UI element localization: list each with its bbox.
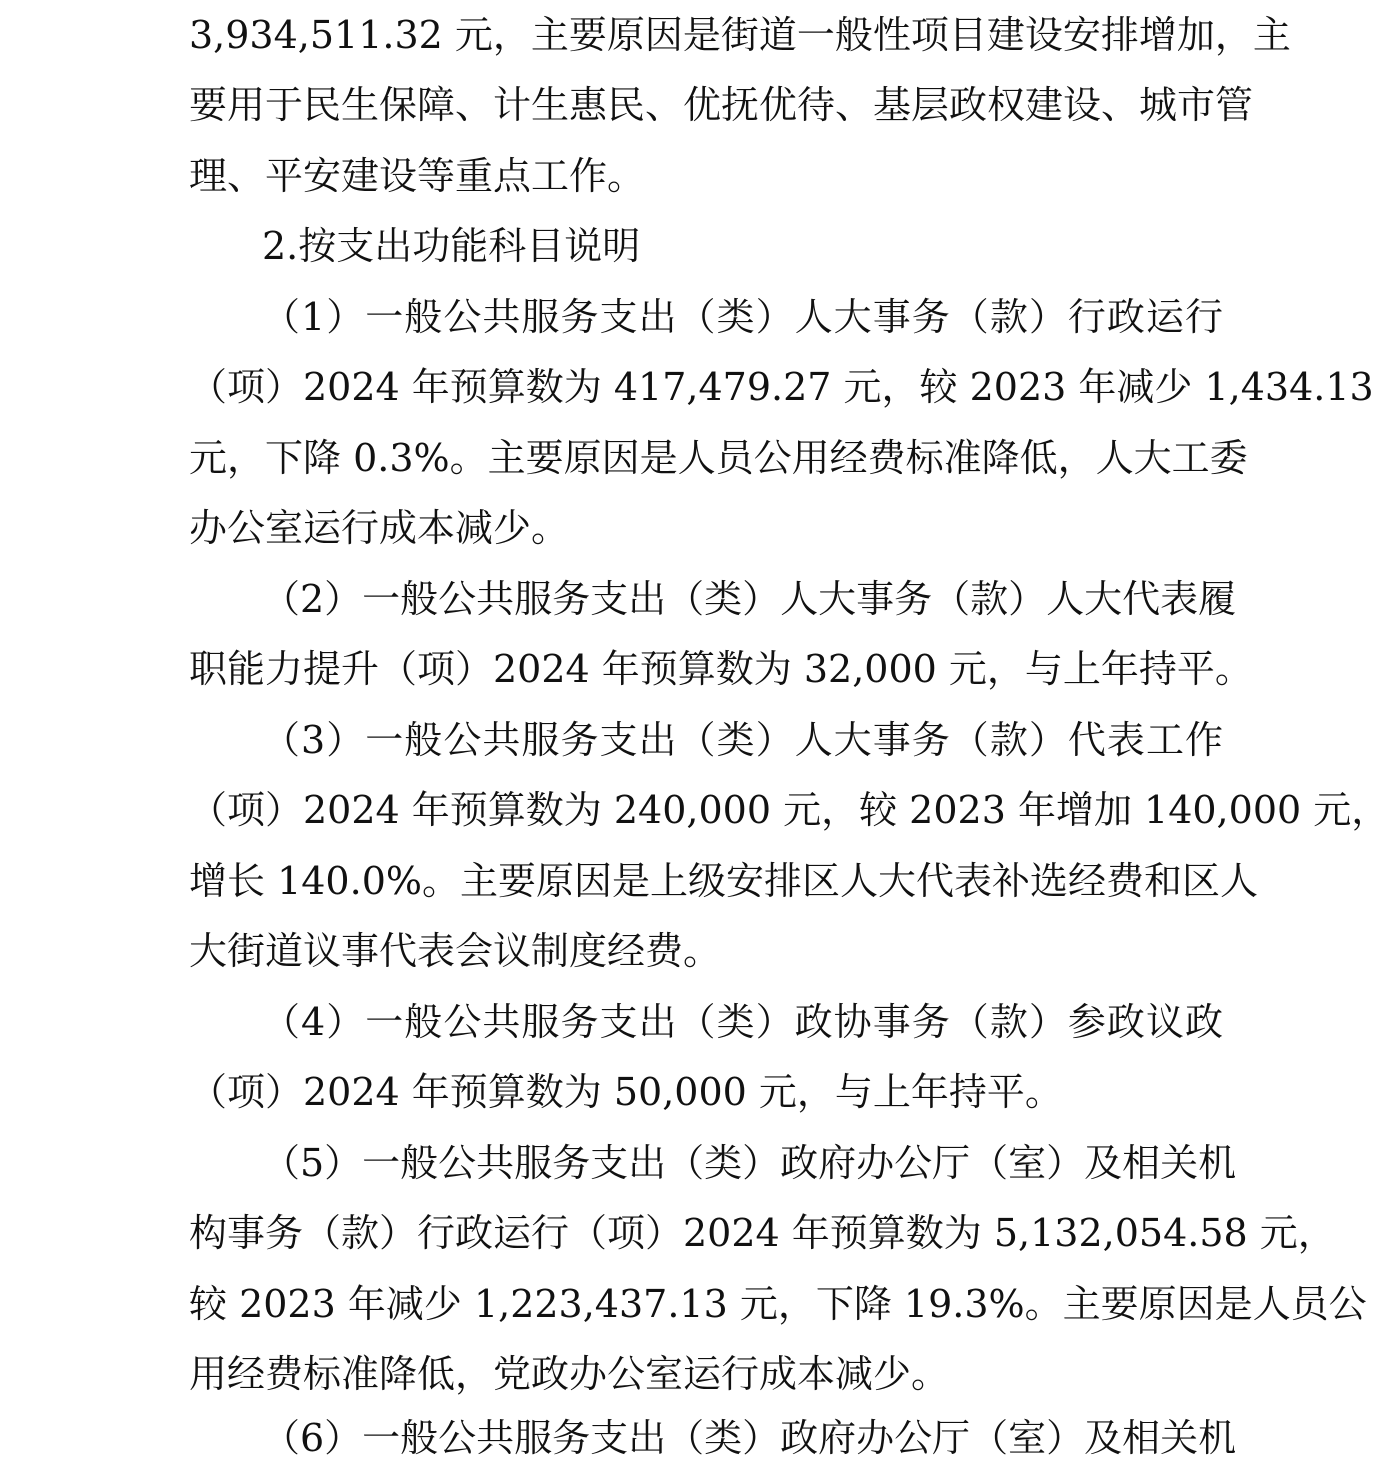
- text-line-1: 3,934,511.32 元，主要原因是街道一般性项目建设安排增加，主: [189, 13, 1291, 57]
- item-2-line-2: 职能力提升（项）2024 年预算数为 32,000 元，与上年持平。: [189, 647, 1253, 691]
- item-3-line-2: （项）2024 年预算数为 240,000 元，较 2023 年增加 140,000 元，: [189, 788, 1390, 832]
- item-2-line-1: （2）一般公共服务支出（类）人大事务（款）人大代表履: [262, 577, 1237, 621]
- item-4-line-1: （4）一般公共服务支出（类）政协事务（款）参政议政: [262, 1000, 1223, 1044]
- item-3-line-4: 大街道议事代表会议制度经费。: [189, 929, 722, 973]
- item-1-line-1: （1）一般公共服务支出（类）人大事务（款）行政运行: [262, 295, 1223, 339]
- item-5-line-2: 构事务（款）行政运行（项）2024 年预算数为 5,132,054.58 元，: [189, 1211, 1336, 1255]
- item-6-line-1: （6）一般公共服务支出（类）政府办公厅（室）及相关机: [262, 1416, 1237, 1460]
- item-5-line-3: 较 2023 年减少 1,223,437.13 元，下降 19.3%。主要原因是人员公: [189, 1282, 1367, 1326]
- item-5-line-4: 用经费标准降低，党政办公室运行成本减少。: [189, 1352, 950, 1396]
- item-1-line-4: 办公室运行成本减少。: [189, 506, 570, 550]
- text-line-3: 理、平安建设等重点工作。: [189, 154, 646, 198]
- item-3-line-1: （3）一般公共服务支出（类）人大事务（款）代表工作: [262, 718, 1223, 762]
- item-3-line-3: 增长 140.0%。主要原因是上级安排区人大代表补选经费和区人: [189, 859, 1258, 903]
- item-1-line-3: 元，下降 0.3%。主要原因是人员公用经费标准降低，人大工委: [189, 436, 1248, 480]
- section-heading: 2.按支出功能科目说明: [262, 224, 641, 268]
- item-5-line-1: （5）一般公共服务支出（类）政府办公厅（室）及相关机: [262, 1141, 1237, 1185]
- text-line-2: 要用于民生保障、计生惠民、优抚优待、基层政权建设、城市管: [189, 83, 1254, 127]
- item-1-line-2: （项）2024 年预算数为 417,479.27 元，较 2023 年减少 1,434.13: [189, 365, 1374, 409]
- item-4-line-2: （项）2024 年预算数为 50,000 元，与上年持平。: [189, 1070, 1063, 1114]
